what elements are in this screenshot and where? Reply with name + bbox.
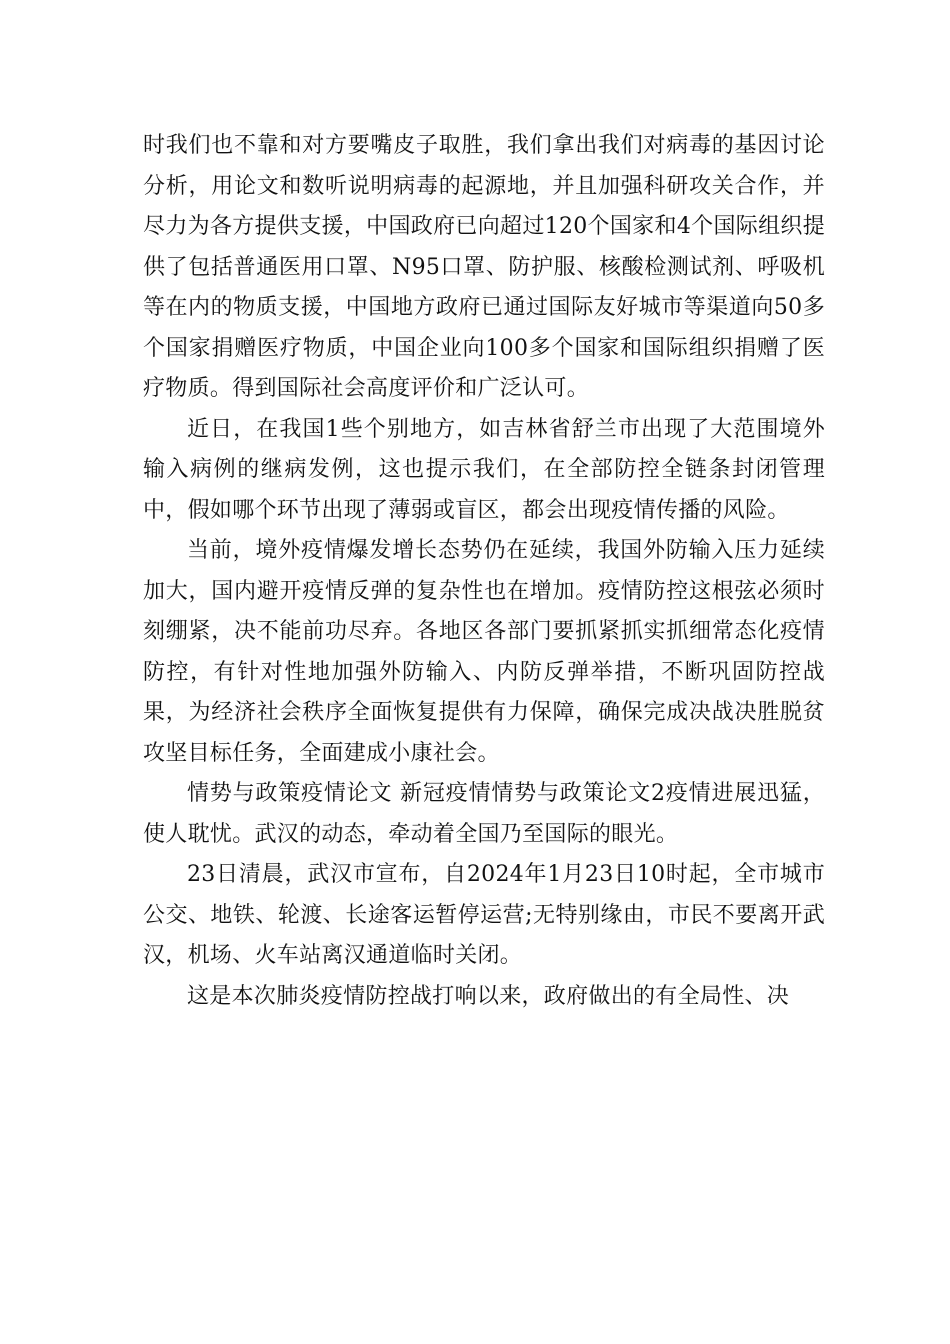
paragraph-5: 23日清晨，武汉市宣布，自2024年1月23日10时起，全市城市公交、地铁、轮渡、长途客运暂停运营;无特别缘由，市民不要离开武汉，机场、火车站离汉通道临时关闭。: [143, 862, 825, 968]
paragraph-3: 当前，境外疫情爆发增长态势仍在延续，我国外防输入压力延续加大，国内避开疫情反弹的复杂性也在增加。疫情防控这根弦必须时刻绷紧，决不能前功尽弃。各地区各部门要抓紧抓实抓细常态化疫情防控，有针对性地加强外防输入、内防反弹举措，不断巩固防控战果，为经济社会秩序全面恢复提供有力保障，确保完成决战决胜脱贫攻坚目标任务，全面建成小康社会。: [143, 538, 825, 766]
paragraph-1: 时我们也不靠和对方要嘴皮子取胜，我们拿出我们对病毒的基因讨论分析，用论文和数听说明病毒的起源地，并且加强科研攻关合作，并尽力为各方提供支援，中国政府已向超过120个国家和4个国际组织提供了包括普通医用口罩、N95口罩、防护服、核酸检测试剂、呼吸机等在内的物质支援，中国地方政府已通过国际友好城市等渠道向50多个国家捐赠医疗物质，中国企业向100多个国家和国际组织捐赠了医疗物质。得到国际社会高度评价和广泛认可。: [143, 133, 825, 401]
paragraph-6: 这是本次肺炎疫情防控战打响以来，政府做出的有全局性、决: [187, 983, 790, 1009]
document-body: [143, 126, 825, 1017]
paragraph-4: 情势与政策疫情论文 新冠疫情情势与政策论文2疫情进展迅猛，使人耽忧。武汉的动态，牵动着全国乃至国际的眼光。: [143, 781, 825, 847]
paragraph-2: 近日，在我国1些个别地方，如吉林省舒兰市出现了大范围境外输入病例的继病发例，这也提示我们，在全部防控全链条封闭管理中，假如哪个环节出现了薄弱或盲区，都会出现疫情传播的风险。: [143, 416, 825, 523]
